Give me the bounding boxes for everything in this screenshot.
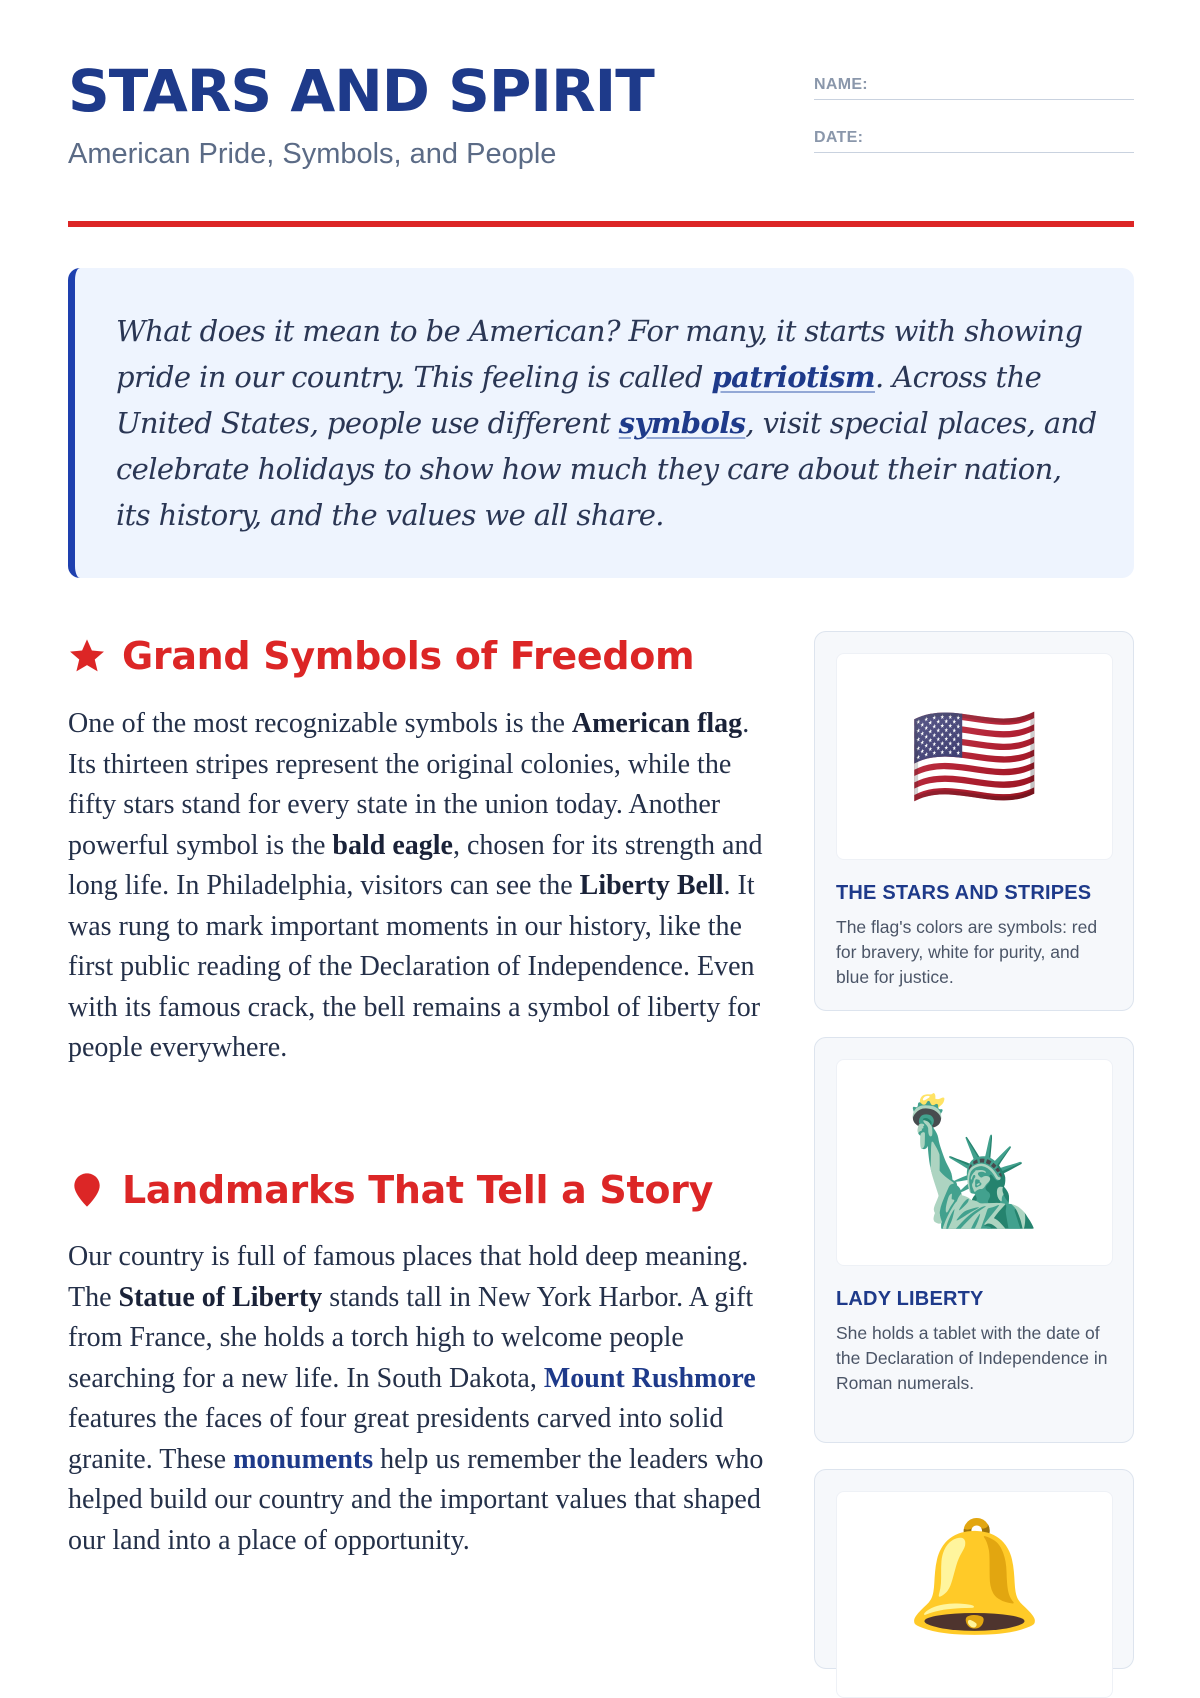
liberty-card	[814, 1037, 1134, 1443]
bell-icon: 🔔	[906, 1515, 1043, 1638]
body-text: . Its thirteen stripes represent the original colonies, while the fifty stars stand for every state in the union today. Another powerful symbol is the	[68, 708, 750, 861]
intro-paragraph	[116, 308, 1098, 538]
name-input[interactable]	[876, 72, 1134, 98]
header-divider	[68, 221, 1134, 227]
statue-of-liberty-icon: 🗽	[899, 1095, 1050, 1230]
us-flag-icon: 🇺🇸	[909, 698, 1040, 815]
highlight-term: monuments	[233, 1443, 374, 1475]
landmarks-paragraph	[68, 1237, 768, 1561]
highlight-term: Mount Rushmore	[543, 1362, 756, 1394]
body-text: One of the most recognizable symbols is the	[68, 708, 572, 739]
bold-term: bald eagle	[332, 829, 453, 861]
card-text: The flag's colors are symbols: red for bravery, white for purity, and blue for justice.	[836, 917, 1098, 987]
body-text: . It was rung to mark important moments in our history, like the first public reading of the Declaration of Independence. Even with its famous crack, the bell remains a symbol of liberty for people everywhere.	[68, 870, 761, 1063]
star-icon	[68, 637, 106, 675]
section-heading-landmarks	[68, 1168, 713, 1212]
date-field	[814, 121, 1134, 153]
section-heading-symbols	[68, 634, 694, 678]
name-label: NAME:	[814, 76, 868, 93]
date-label: DATE:	[814, 129, 864, 146]
bell-card	[814, 1469, 1134, 1669]
body-text: stands tall in New York Harbor. A gift from France, she holds a torch high to welcome people searching for a new life. In South Dakota,	[68, 1281, 754, 1394]
page-title: STARS AND SPIRIT	[68, 57, 654, 125]
card-title: LADY LIBERTY	[836, 1288, 984, 1310]
intro-text: . Across the United States, people use different	[116, 360, 1042, 440]
body-text: Our country is full of famous places that hold deep meaning. The	[68, 1241, 749, 1313]
bold-term: Statue of Liberty	[118, 1281, 323, 1313]
body-text: features the faces of four great presidents carved into solid granite. These	[68, 1403, 724, 1475]
flag-image	[836, 653, 1113, 860]
body-text: help us remember the leaders who helped build our country and the important values that shaped our land into a place of opportunity.	[68, 1443, 764, 1556]
intro-callout	[68, 268, 1134, 578]
bell-image	[836, 1491, 1113, 1698]
page-subtitle: American Pride, Symbols, and People	[68, 138, 557, 170]
date-input[interactable]	[876, 125, 1134, 151]
body-text: , chosen for its strength and long life. In Philadelphia, visitors can see the	[68, 829, 763, 901]
section-heading-text: Grand Symbols of Freedom	[122, 634, 695, 678]
bold-term: American flag	[571, 708, 743, 739]
symbols-link[interactable]: symbols	[618, 406, 746, 440]
statue-image	[836, 1059, 1113, 1266]
flag-card	[814, 631, 1134, 1011]
section-heading-text: Landmarks That Tell a Story	[122, 1168, 714, 1212]
map-pin-icon	[68, 1171, 106, 1209]
name-field	[814, 68, 1134, 100]
card-text: She holds a tablet with the date of the Declaration of Independence in Roman numerals.	[836, 1323, 1108, 1393]
intro-text: , visit special places, and celebrate holidays to show how much they care about their nation, its history, and the values we all share.	[116, 406, 1097, 532]
bold-term: Liberty Bell	[579, 870, 724, 901]
patriotism-link[interactable]: patriotism	[711, 360, 875, 394]
card-title: THE STARS AND STRIPES	[836, 882, 1092, 904]
symbols-paragraph	[68, 704, 768, 1069]
intro-text: What does it mean to be American? For many, it starts with showing pride in our country. This feeling is called	[116, 314, 1083, 394]
